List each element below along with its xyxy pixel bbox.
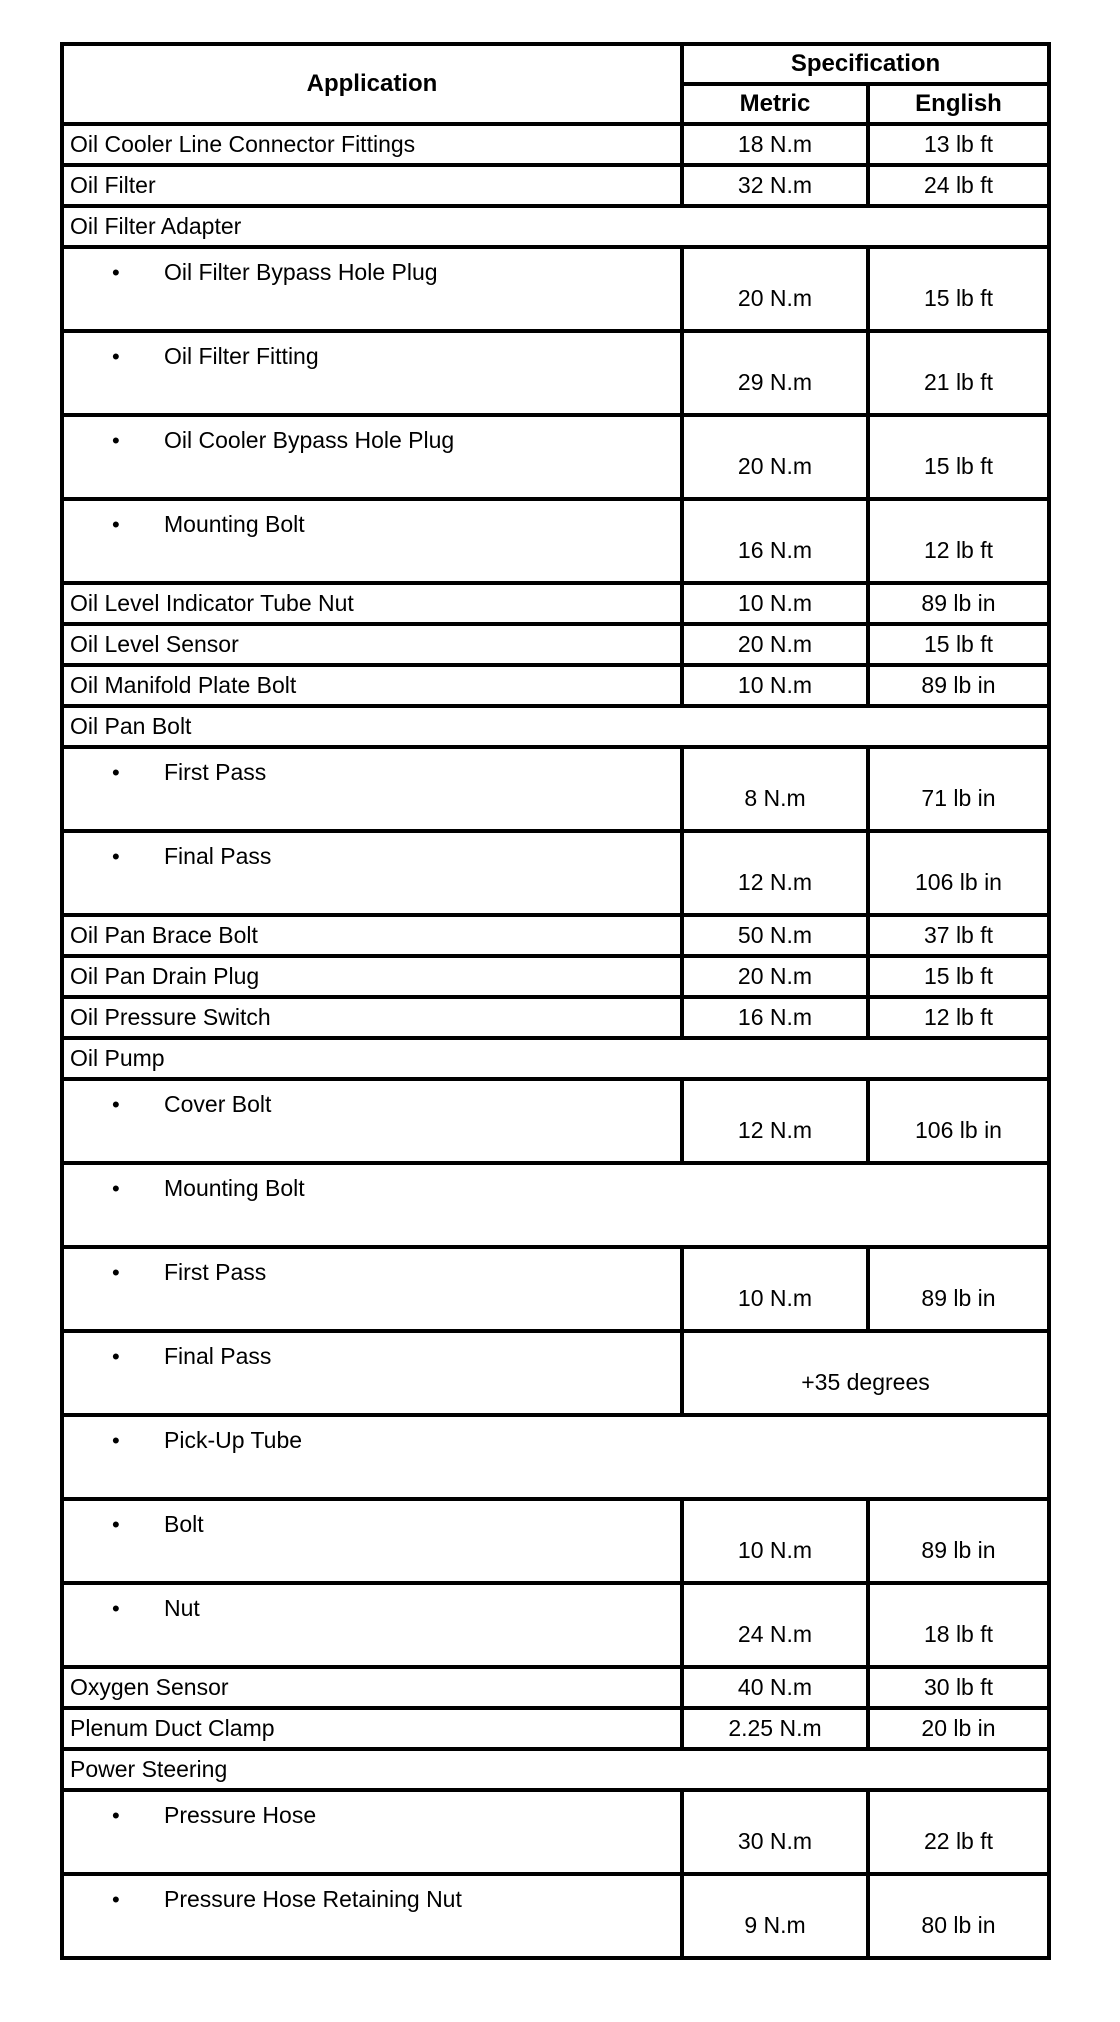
metric-cell: 20 N.m xyxy=(682,956,868,997)
application-header: Application xyxy=(62,44,682,124)
application-label: Oil Filter Fitting xyxy=(164,343,319,369)
english-cell: 18 lb ft xyxy=(868,1583,1049,1667)
bullet-icon: • xyxy=(112,1428,120,1453)
table-row xyxy=(62,1583,1049,1667)
metric-cell: 20 N.m xyxy=(682,415,868,499)
bullet-icon: • xyxy=(112,1887,120,1912)
application-cell xyxy=(62,415,682,499)
metric-header: Metric xyxy=(682,84,868,124)
application-cell xyxy=(62,956,682,997)
application-cell xyxy=(62,997,682,1038)
english-cell: 15 lb ft xyxy=(868,247,1049,331)
english-cell: 15 lb ft xyxy=(868,415,1049,499)
application-cell xyxy=(62,165,682,206)
application-label: Oil Pump xyxy=(70,1045,165,1071)
table-body xyxy=(62,124,1049,1958)
application-cell xyxy=(62,915,682,956)
application-label: Final Pass xyxy=(164,1343,272,1369)
english-header: English xyxy=(868,84,1049,124)
application-cell xyxy=(62,1790,682,1874)
metric-cell: 9 N.m xyxy=(682,1874,868,1958)
specification-cell: +35 degrees xyxy=(682,1331,1049,1415)
metric-cell: 24 N.m xyxy=(682,1583,868,1667)
application-cell xyxy=(62,1415,1049,1499)
metric-cell: 10 N.m xyxy=(682,665,868,706)
english-cell: 12 lb ft xyxy=(868,997,1049,1038)
application-cell xyxy=(62,331,682,415)
application-cell xyxy=(62,706,1049,747)
application-cell xyxy=(62,1163,1049,1247)
application-label: Oil Cooler Line Connector Fittings xyxy=(70,131,416,157)
torque-spec-table xyxy=(60,42,1051,1960)
metric-cell: 29 N.m xyxy=(682,331,868,415)
application-cell xyxy=(62,1038,1049,1079)
application-cell xyxy=(62,831,682,915)
table-row xyxy=(62,1749,1049,1790)
english-cell: 106 lb in xyxy=(868,1079,1049,1163)
application-label: Oil Level Sensor xyxy=(70,631,239,657)
bullet-icon: • xyxy=(112,512,120,537)
table-row xyxy=(62,915,1049,956)
table-row xyxy=(62,1415,1049,1499)
application-label: Oil Cooler Bypass Hole Plug xyxy=(164,427,455,453)
application-label: Final Pass xyxy=(164,843,272,869)
english-cell: 89 lb in xyxy=(868,1247,1049,1331)
metric-cell: 12 N.m xyxy=(682,831,868,915)
specification-header: Specification xyxy=(682,44,1049,84)
table-row xyxy=(62,706,1049,747)
table-row xyxy=(62,1247,1049,1331)
table-row xyxy=(62,747,1049,831)
bullet-icon: • xyxy=(112,1176,120,1201)
table-row xyxy=(62,624,1049,665)
application-label: Oil Filter Bypass Hole Plug xyxy=(164,259,438,285)
english-cell: 22 lb ft xyxy=(868,1790,1049,1874)
application-cell xyxy=(62,1583,682,1667)
english-cell: 106 lb in xyxy=(868,831,1049,915)
table-row xyxy=(62,1331,1049,1415)
bullet-icon: • xyxy=(112,1260,120,1285)
application-cell xyxy=(62,624,682,665)
bullet-icon: • xyxy=(112,1596,120,1621)
english-cell: 24 lb ft xyxy=(868,165,1049,206)
table-row xyxy=(62,831,1049,915)
metric-cell: 20 N.m xyxy=(682,624,868,665)
metric-cell: 20 N.m xyxy=(682,247,868,331)
metric-cell: 10 N.m xyxy=(682,583,868,624)
application-cell xyxy=(62,1749,1049,1790)
metric-cell: 50 N.m xyxy=(682,915,868,956)
application-label: First Pass xyxy=(164,1259,267,1285)
metric-cell: 40 N.m xyxy=(682,1667,868,1708)
table-header xyxy=(62,44,1049,124)
table-row xyxy=(62,499,1049,583)
application-cell xyxy=(62,1079,682,1163)
bullet-icon: • xyxy=(112,760,120,785)
application-label: Plenum Duct Clamp xyxy=(70,1715,275,1741)
application-label: Oil Filter Adapter xyxy=(70,213,242,239)
metric-cell: 12 N.m xyxy=(682,1079,868,1163)
table-row xyxy=(62,206,1049,247)
bullet-icon: • xyxy=(112,1092,120,1117)
table-row xyxy=(62,1874,1049,1958)
metric-cell: 32 N.m xyxy=(682,165,868,206)
application-label: Cover Bolt xyxy=(164,1091,272,1117)
application-cell xyxy=(62,206,1049,247)
english-cell: 21 lb ft xyxy=(868,331,1049,415)
application-label: Oil Filter xyxy=(70,172,156,198)
english-cell: 37 lb ft xyxy=(868,915,1049,956)
table-row xyxy=(62,1163,1049,1247)
table-row xyxy=(62,1708,1049,1749)
application-label: Pressure Hose Retaining Nut xyxy=(164,1886,462,1912)
application-cell xyxy=(62,1667,682,1708)
metric-cell: 2.25 N.m xyxy=(682,1708,868,1749)
application-cell xyxy=(62,747,682,831)
bullet-icon: • xyxy=(112,1344,120,1369)
bullet-icon: • xyxy=(112,844,120,869)
table-row xyxy=(62,583,1049,624)
table-row xyxy=(62,665,1049,706)
table-row xyxy=(62,331,1049,415)
table-row xyxy=(62,1079,1049,1163)
application-label: Bolt xyxy=(164,1511,204,1537)
english-cell: 30 lb ft xyxy=(868,1667,1049,1708)
metric-cell: 10 N.m xyxy=(682,1247,868,1331)
table-row xyxy=(62,997,1049,1038)
metric-cell: 16 N.m xyxy=(682,499,868,583)
application-cell xyxy=(62,124,682,165)
table-row xyxy=(62,124,1049,165)
application-label: Oil Pressure Switch xyxy=(70,1004,271,1030)
bullet-icon: • xyxy=(112,1803,120,1828)
english-cell: 71 lb in xyxy=(868,747,1049,831)
table-row xyxy=(62,1790,1049,1874)
english-cell: 89 lb in xyxy=(868,583,1049,624)
metric-cell: 8 N.m xyxy=(682,747,868,831)
application-cell xyxy=(62,583,682,624)
bullet-icon: • xyxy=(112,260,120,285)
metric-cell: 16 N.m xyxy=(682,997,868,1038)
table-row xyxy=(62,1667,1049,1708)
table-row xyxy=(62,415,1049,499)
application-label: Oil Pan Drain Plug xyxy=(70,963,260,989)
english-cell: 89 lb in xyxy=(868,1499,1049,1583)
metric-cell: 18 N.m xyxy=(682,124,868,165)
application-cell xyxy=(62,665,682,706)
english-cell: 13 lb ft xyxy=(868,124,1049,165)
application-label: Nut xyxy=(164,1595,200,1621)
english-cell: 80 lb in xyxy=(868,1874,1049,1958)
application-cell xyxy=(62,1331,682,1415)
application-cell xyxy=(62,1874,682,1958)
table-row xyxy=(62,956,1049,997)
application-label: Mounting Bolt xyxy=(164,1175,305,1201)
table-row xyxy=(62,165,1049,206)
english-cell: 89 lb in xyxy=(868,665,1049,706)
table-row xyxy=(62,1038,1049,1079)
application-label: Oil Manifold Plate Bolt xyxy=(70,672,297,698)
application-label: First Pass xyxy=(164,759,267,785)
bullet-icon: • xyxy=(112,1512,120,1537)
metric-cell: 10 N.m xyxy=(682,1499,868,1583)
application-cell xyxy=(62,499,682,583)
application-label: Oil Pan Bolt xyxy=(70,713,192,739)
application-label: Oil Pan Brace Bolt xyxy=(70,922,258,948)
application-cell xyxy=(62,1247,682,1331)
application-label: Mounting Bolt xyxy=(164,511,305,537)
application-label: Power Steering xyxy=(70,1756,228,1782)
application-label: Pick-Up Tube xyxy=(164,1427,303,1453)
english-cell: 15 lb ft xyxy=(868,956,1049,997)
table-row xyxy=(62,247,1049,331)
application-label: Pressure Hose xyxy=(164,1802,317,1828)
application-cell xyxy=(62,1708,682,1749)
bullet-icon: • xyxy=(112,428,120,453)
application-label: Oil Level Indicator Tube Nut xyxy=(70,590,354,616)
english-cell: 12 lb ft xyxy=(868,499,1049,583)
application-cell xyxy=(62,247,682,331)
application-cell xyxy=(62,1499,682,1583)
english-cell: 20 lb in xyxy=(868,1708,1049,1749)
english-cell: 15 lb ft xyxy=(868,624,1049,665)
table-row xyxy=(62,1499,1049,1583)
application-label: Oxygen Sensor xyxy=(70,1674,229,1700)
bullet-icon: • xyxy=(112,344,120,369)
metric-cell: 30 N.m xyxy=(682,1790,868,1874)
